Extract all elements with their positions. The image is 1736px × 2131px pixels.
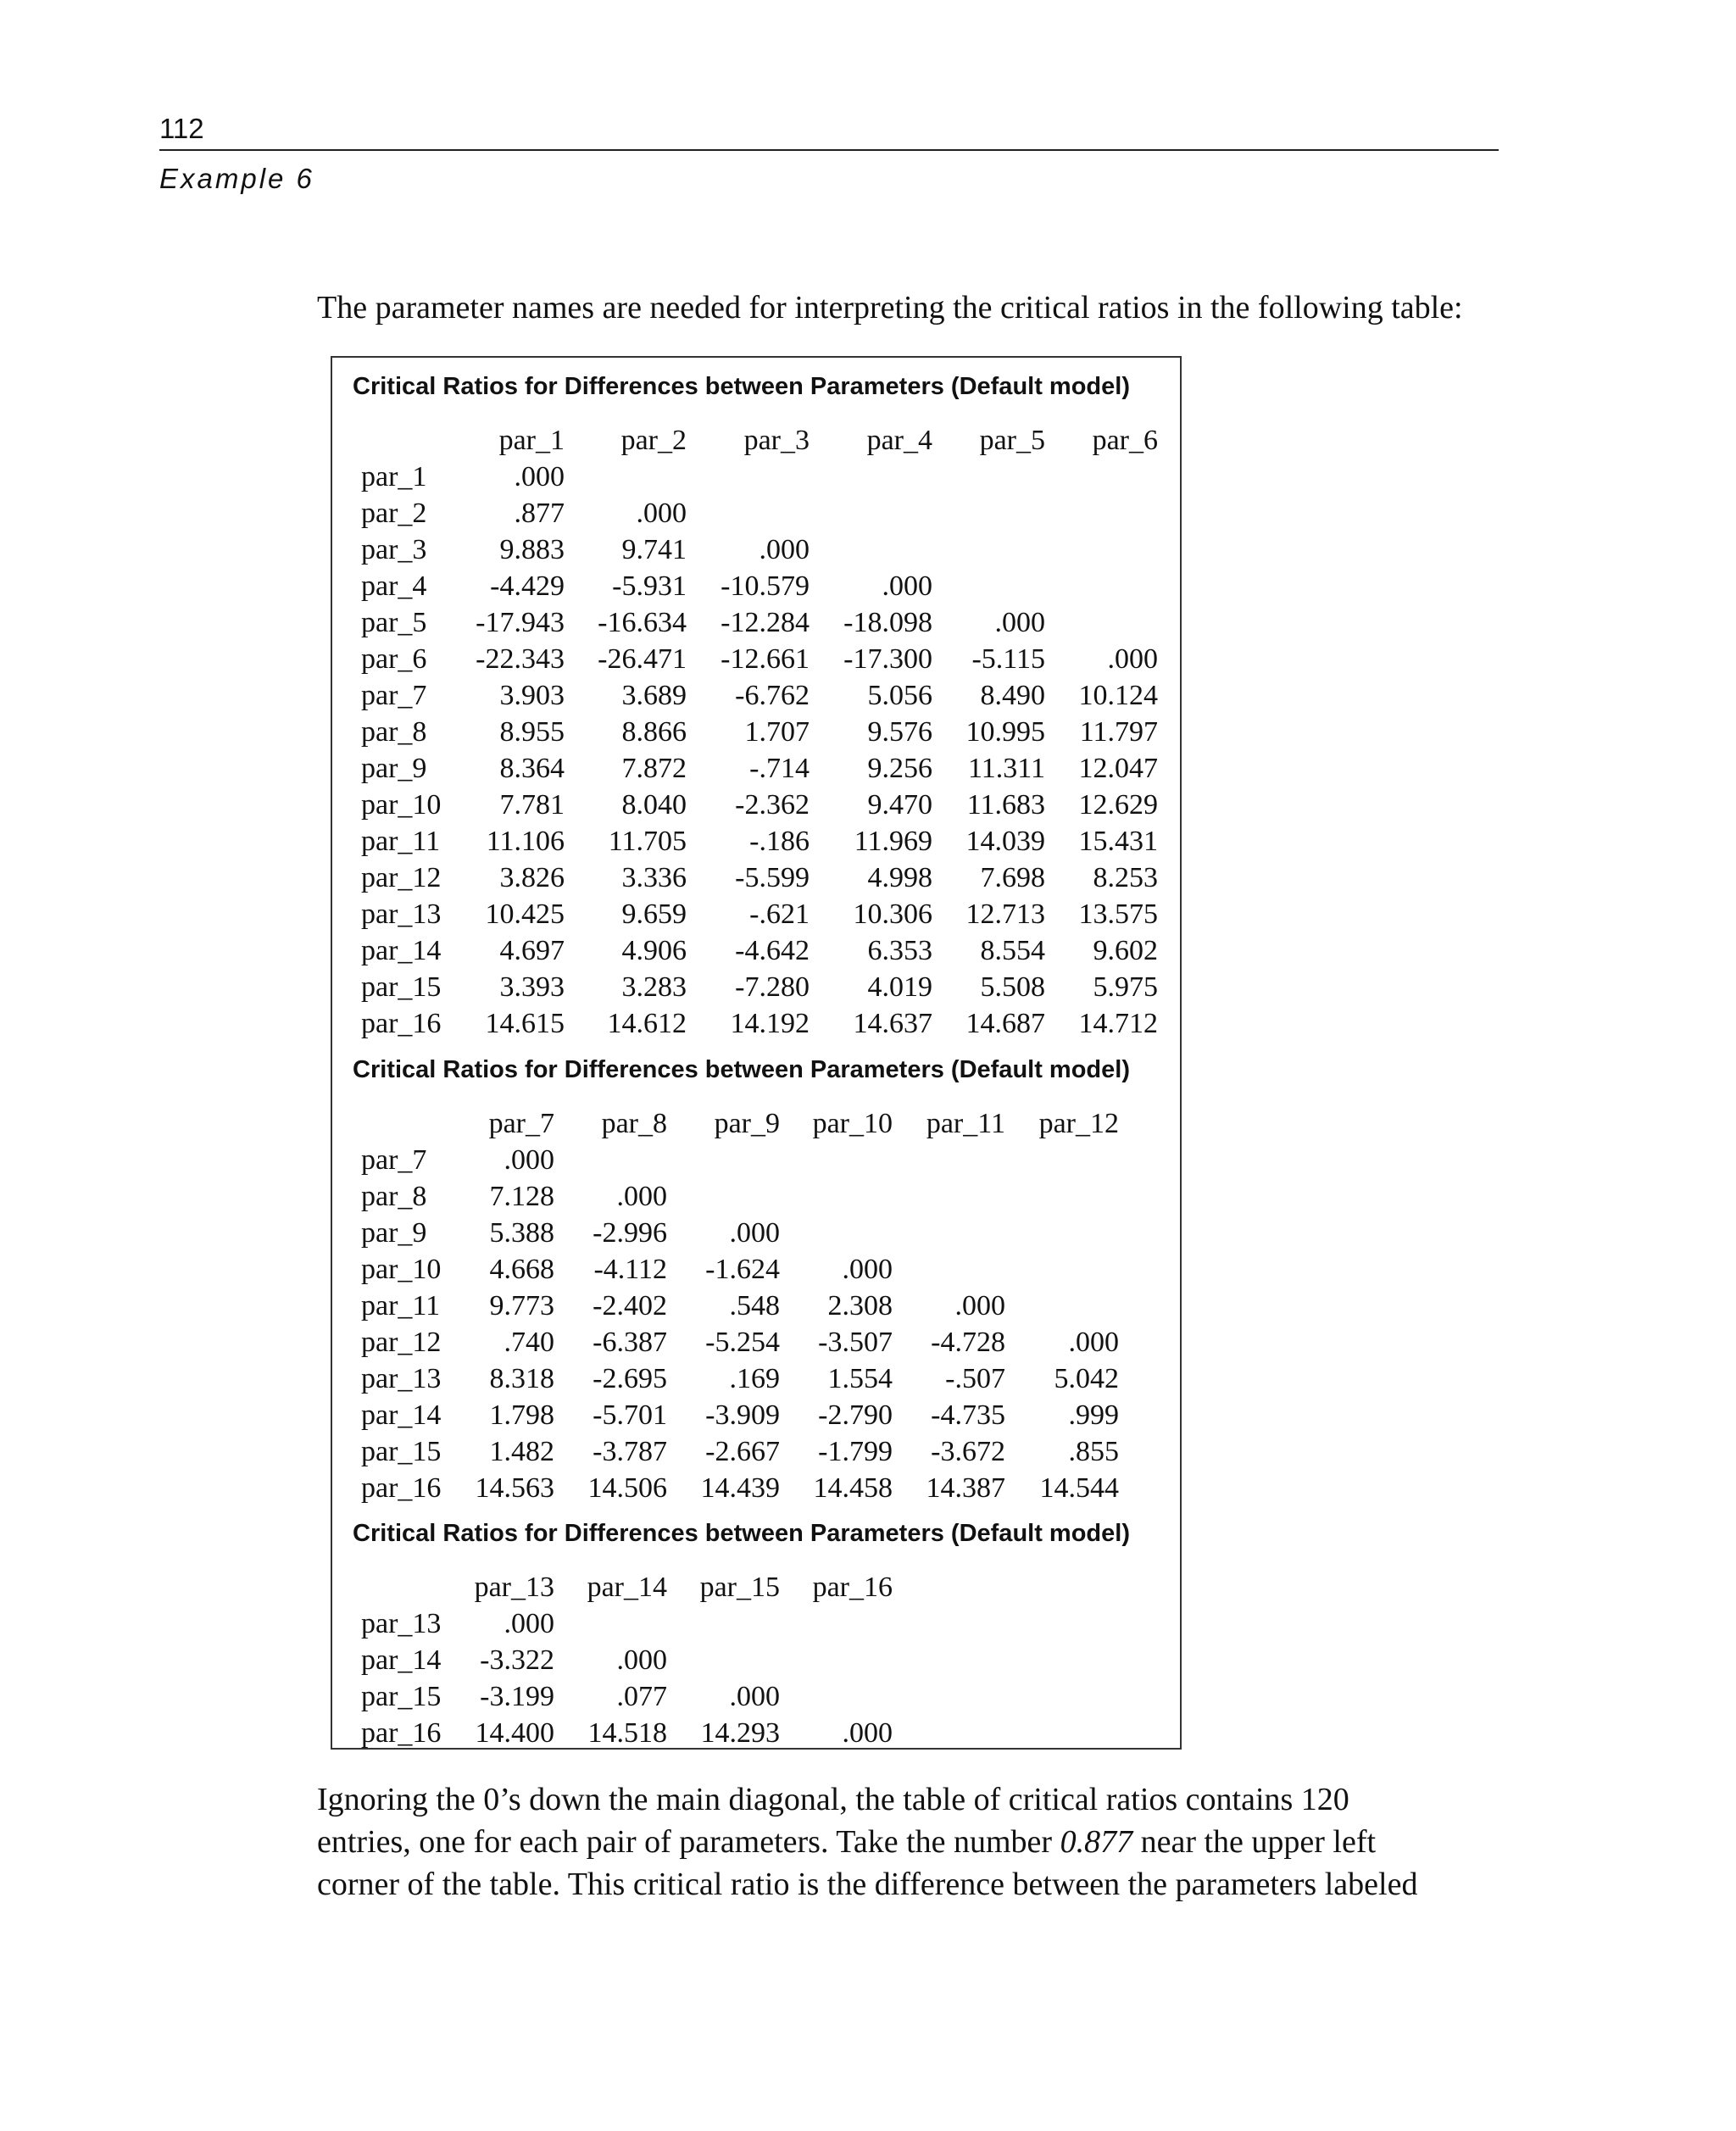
row-label: par_6 (361, 643, 427, 675)
row-label: par_7 (361, 1144, 427, 1176)
column-header-row (332, 1105, 1180, 1142)
table-cell: 3.689 (621, 680, 687, 711)
table-row (332, 1470, 1180, 1506)
header-rule (159, 149, 1499, 151)
table-cell: -3.909 (705, 1399, 780, 1431)
table-row (332, 896, 1180, 932)
column-header: par_14 (587, 1572, 667, 1603)
table-cell: 14.387 (926, 1472, 1005, 1504)
table-cell: 9.773 (489, 1290, 554, 1321)
row-label: par_8 (361, 1181, 427, 1212)
column-header: par_16 (812, 1572, 893, 1603)
table-cell: -5.701 (593, 1399, 667, 1431)
table-cell: -4.728 (931, 1327, 1005, 1358)
table-row (332, 750, 1180, 787)
table-cell: 9.602 (1093, 935, 1158, 966)
table-cell: 14.439 (700, 1472, 780, 1504)
body-line-2-emphasis: 0.877 (1060, 1824, 1133, 1860)
table-cell: .877 (514, 498, 565, 529)
table-cell: -2.362 (735, 789, 810, 821)
table-row (332, 714, 1180, 750)
table-cell: 1.798 (489, 1399, 554, 1431)
row-label: par_12 (361, 862, 442, 893)
table-cell: .000 (759, 534, 810, 565)
table-cell: .740 (504, 1327, 554, 1358)
table-cell: 9.470 (867, 789, 932, 821)
column-header: par_13 (474, 1572, 554, 1603)
row-label: par_11 (361, 1290, 441, 1321)
table-cell: 1.554 (827, 1363, 893, 1394)
table-cell: 9.576 (867, 716, 932, 748)
table-cell: 7.872 (621, 753, 687, 784)
table-cell: 5.056 (867, 680, 932, 711)
row-label: par_11 (361, 826, 441, 857)
table-cell: 8.866 (621, 716, 687, 748)
table-cell: -4.735 (931, 1399, 1005, 1431)
column-header: par_2 (620, 425, 687, 456)
row-label: par_7 (361, 680, 427, 711)
table-cell: .000 (1107, 643, 1158, 675)
table-cell: 12.629 (1078, 789, 1158, 821)
table-cell: 8.318 (489, 1363, 554, 1394)
table-cell: 14.293 (700, 1717, 780, 1749)
table-cell: 11.969 (854, 826, 932, 857)
table-cell: -5.599 (735, 862, 810, 893)
row-label: par_14 (361, 935, 442, 966)
column-header: par_10 (812, 1108, 893, 1139)
table-cell: 8.253 (1093, 862, 1158, 893)
column-header: par_6 (1092, 425, 1158, 456)
table-cell: 15.431 (1078, 826, 1158, 857)
table-row (332, 568, 1180, 604)
table-row (332, 531, 1180, 568)
table-cell: 12.047 (1078, 753, 1158, 784)
table-cell: -4.642 (735, 935, 810, 966)
table-cell: -3.507 (818, 1327, 893, 1358)
table-cell: -2.667 (705, 1436, 780, 1467)
table-cell: -3.787 (593, 1436, 667, 1467)
table-cell: 2.308 (827, 1290, 893, 1321)
page-number: 112 (159, 113, 204, 144)
table-cell: 11.797 (1079, 716, 1158, 748)
table-cell: .000 (616, 1644, 667, 1676)
table-cell: 1.707 (744, 716, 810, 748)
column-header: par_8 (601, 1108, 667, 1139)
table-cell: .999 (1068, 1399, 1119, 1431)
column-header: par_11 (926, 1108, 1005, 1139)
table-cell: -4.112 (593, 1254, 667, 1285)
table-cell: .000 (504, 1608, 554, 1639)
table-cell: -10.579 (721, 570, 810, 602)
row-label: par_15 (361, 1681, 442, 1712)
table-title: Critical Ratios for Differences between Parameters (Default model) (353, 1056, 1130, 1083)
table-cell: -3.322 (480, 1644, 554, 1676)
column-header: par_15 (699, 1572, 780, 1603)
table-cell: -2.402 (593, 1290, 667, 1321)
column-header: par_12 (1038, 1108, 1119, 1139)
table-cell: -16.634 (598, 607, 687, 638)
body-line-3: corner of the table. This critical ratio is the difference between the parameters labeled (317, 1867, 1418, 1902)
table-cell: 6.353 (867, 935, 932, 966)
intro-paragraph: The parameter names are needed for interpreting the critical ratios in the following table: (317, 290, 1463, 325)
table-row (332, 495, 1180, 531)
table-cell: -12.284 (721, 607, 810, 638)
table-row (332, 1678, 1180, 1715)
table-row (332, 1178, 1180, 1215)
table-cell: -2.790 (818, 1399, 893, 1431)
table-title: Critical Ratios for Differences between Parameters (Default model) (353, 373, 1130, 400)
table-cell: -5.254 (705, 1327, 780, 1358)
table-cell: -3.672 (931, 1436, 1005, 1467)
table-cell: -.507 (945, 1363, 1005, 1394)
body-line-2 (317, 1821, 1521, 1863)
table-cell: 11.311 (968, 753, 1045, 784)
table-cell: .000 (882, 570, 932, 602)
row-label: par_16 (361, 1717, 442, 1749)
row-label: par_12 (361, 1327, 442, 1358)
table-cell: 14.506 (587, 1472, 667, 1504)
table-row (332, 1005, 1180, 1042)
table-row (332, 1288, 1180, 1324)
table-cell: -5.931 (612, 570, 687, 602)
table-row (332, 1433, 1180, 1470)
row-label: par_1 (361, 461, 427, 492)
row-label: par_10 (361, 1254, 442, 1285)
column-header: par_7 (488, 1108, 554, 1139)
table-row (332, 677, 1180, 714)
table-row (332, 1360, 1180, 1397)
table-cell: 14.563 (475, 1472, 554, 1504)
row-label: par_10 (361, 789, 442, 821)
table-cell: 4.019 (867, 971, 932, 1003)
table-cell: .077 (616, 1681, 667, 1712)
table-cell: 3.903 (499, 680, 565, 711)
row-label: par_13 (361, 1363, 442, 1394)
table-cell: .000 (729, 1681, 780, 1712)
table-cell: -6.387 (593, 1327, 667, 1358)
table-cell: 4.697 (499, 935, 565, 966)
row-label: par_16 (361, 1008, 442, 1039)
table-cell: -6.762 (735, 680, 810, 711)
column-header: par_4 (866, 425, 932, 456)
row-label: par_2 (361, 498, 427, 529)
table-cell: -18.098 (843, 607, 932, 638)
body-line-2-start: entries, one for each pair of parameters. Take the number (317, 1824, 1060, 1860)
table-cell: 4.998 (867, 862, 932, 893)
table-cell: .000 (954, 1290, 1005, 1321)
table-cell: -12.661 (721, 643, 810, 675)
table-cell: -5.115 (971, 643, 1045, 675)
table-cell: 8.955 (499, 716, 565, 748)
table-cell: 14.687 (965, 1008, 1045, 1039)
table-row (332, 1324, 1180, 1360)
table-cell: 8.040 (621, 789, 687, 821)
row-label: par_15 (361, 1436, 442, 1467)
row-label: par_4 (361, 570, 427, 602)
table-row (332, 823, 1180, 860)
table-row (332, 641, 1180, 677)
table-row (332, 1715, 1180, 1751)
table-cell: -3.199 (480, 1681, 554, 1712)
row-label: par_9 (361, 1217, 427, 1249)
table-row (332, 1142, 1180, 1178)
body-line-1: Ignoring the 0’s down the main diagonal, the table of critical ratios contains 120 (317, 1782, 1349, 1817)
table-cell: -1.799 (818, 1436, 893, 1467)
table-cell: 8.490 (980, 680, 1045, 711)
table-cell: .000 (1068, 1327, 1119, 1358)
table-cell: 14.544 (1039, 1472, 1119, 1504)
body-line-2-end: near the upper left (1132, 1824, 1377, 1860)
table-cell: 10.306 (853, 899, 932, 930)
table-row (332, 1605, 1180, 1642)
table-cell: -4.429 (490, 570, 565, 602)
table-cell: 7.698 (980, 862, 1045, 893)
table-cell: -2.695 (593, 1363, 667, 1394)
table-cell: 14.615 (485, 1008, 565, 1039)
critical-ratios-table (331, 356, 1182, 1750)
column-header: par_9 (714, 1108, 780, 1139)
table-cell: 14.400 (475, 1717, 554, 1749)
table-cell: 12.713 (965, 899, 1045, 930)
table-title: Critical Ratios for Differences between Parameters (Default model) (353, 1520, 1130, 1547)
table-cell: .000 (842, 1717, 893, 1749)
table-cell: -1.624 (705, 1254, 780, 1285)
row-label: par_13 (361, 1608, 442, 1639)
table-cell: 1.482 (489, 1436, 554, 1467)
table-cell: 14.612 (607, 1008, 687, 1039)
table-cell: 8.364 (499, 753, 565, 784)
table-cell: .000 (616, 1181, 667, 1212)
table-cell: 3.393 (499, 971, 565, 1003)
table-row (332, 1215, 1180, 1251)
table-cell: -.714 (749, 753, 810, 784)
table-row (332, 1397, 1180, 1433)
table-cell: 14.518 (587, 1717, 667, 1749)
table-cell: .000 (514, 461, 565, 492)
table-cell: .000 (842, 1254, 893, 1285)
table-row (332, 459, 1180, 495)
column-header-row (332, 1569, 1180, 1605)
column-header: par_3 (743, 425, 810, 456)
row-label: par_14 (361, 1399, 442, 1431)
table-cell: .000 (729, 1217, 780, 1249)
table-row (332, 860, 1180, 896)
column-header-row (332, 422, 1180, 459)
table-cell: 9.883 (499, 534, 565, 565)
chapter-heading: Example 6 (159, 163, 314, 194)
table-cell: -22.343 (476, 643, 565, 675)
row-label: par_8 (361, 716, 427, 748)
table-cell: 3.826 (499, 862, 565, 893)
table-cell: 4.668 (489, 1254, 554, 1285)
row-label: par_5 (361, 607, 427, 638)
table-cell: .169 (729, 1363, 780, 1394)
table-cell: 10.124 (1078, 680, 1158, 711)
table-row (332, 1251, 1180, 1288)
table-cell: 7.128 (489, 1181, 554, 1212)
table-cell: -17.300 (843, 643, 932, 675)
table-cell: .000 (636, 498, 687, 529)
table-cell: .855 (1068, 1436, 1119, 1467)
table-row (332, 969, 1180, 1005)
table-cell: 14.458 (813, 1472, 893, 1504)
table-cell: 14.712 (1078, 1008, 1158, 1039)
table-cell: 13.575 (1078, 899, 1158, 930)
table-cell: 3.283 (621, 971, 687, 1003)
table-cell: 5.042 (1054, 1363, 1119, 1394)
table-cell: 9.256 (867, 753, 932, 784)
table-cell: .548 (729, 1290, 780, 1321)
table-cell: -2.996 (593, 1217, 667, 1249)
table-cell: 3.336 (621, 862, 687, 893)
column-header: par_5 (979, 425, 1045, 456)
column-header: par_1 (498, 425, 565, 456)
body-paragraph (317, 1778, 1521, 1906)
table-cell: -26.471 (598, 643, 687, 675)
row-label: par_13 (361, 899, 442, 930)
table-cell: 5.975 (1093, 971, 1158, 1003)
table-cell: 14.192 (730, 1008, 810, 1039)
table-cell: -7.280 (735, 971, 810, 1003)
table-cell: 4.906 (621, 935, 687, 966)
table-cell: .000 (504, 1144, 554, 1176)
row-label: par_16 (361, 1472, 442, 1504)
row-label: par_14 (361, 1644, 442, 1676)
table-cell: 11.106 (486, 826, 565, 857)
row-label: par_3 (361, 534, 427, 565)
table-cell: 9.741 (621, 534, 687, 565)
table-cell: -17.943 (476, 607, 565, 638)
table-cell: 5.388 (489, 1217, 554, 1249)
row-label: par_9 (361, 753, 427, 784)
table-cell: 10.425 (485, 899, 565, 930)
table-cell: 14.637 (853, 1008, 932, 1039)
table-cell: .000 (994, 607, 1045, 638)
table-cell: 8.554 (980, 935, 1045, 966)
table-row (332, 604, 1180, 641)
table-cell: 14.039 (965, 826, 1045, 857)
table-cell: 5.508 (980, 971, 1045, 1003)
table-cell: 10.995 (965, 716, 1045, 748)
row-label: par_15 (361, 971, 442, 1003)
table-cell: 11.683 (966, 789, 1045, 821)
table-row (332, 787, 1180, 823)
table-cell: 9.659 (621, 899, 687, 930)
table-row (332, 932, 1180, 969)
table-cell: 7.781 (499, 789, 565, 821)
table-cell: -.621 (749, 899, 810, 930)
table-cell: -.186 (749, 826, 810, 857)
table-cell: 11.705 (608, 826, 687, 857)
table-row (332, 1642, 1180, 1678)
